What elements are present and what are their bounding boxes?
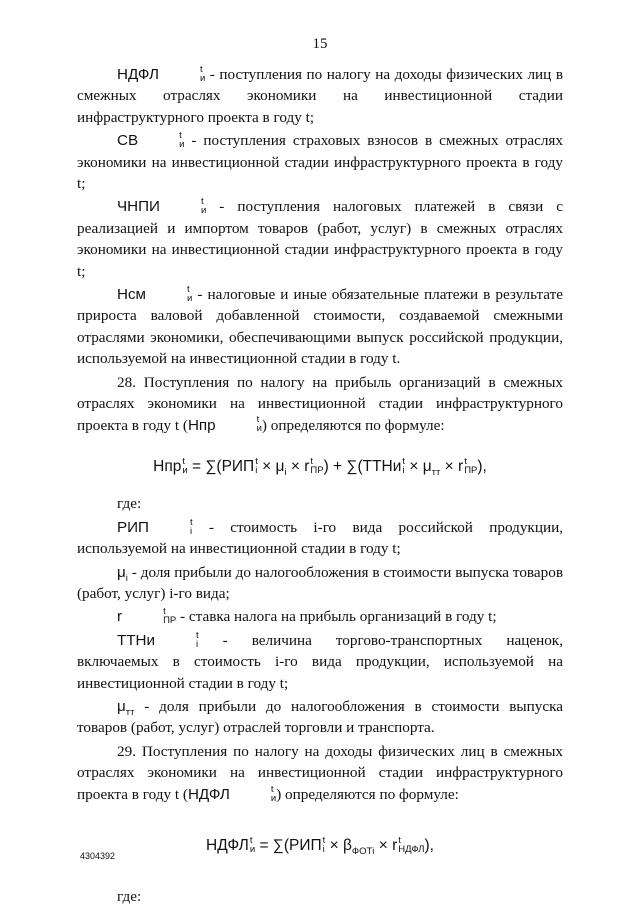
definition-text: - доля прибыли до налогообложения в стоимости выпуска товаров (работ, услуг) i-го вида; (77, 563, 563, 602)
document-code: 4304392 (80, 851, 116, 861)
term-symbol: СВ t и (117, 130, 185, 151)
definition-text: - налоговые и иные обязательные платежи в результате прироста валовой добавленной стоимости, создаваемой смежными отраслями экономики, обеспечивающими выпуск российской продукции, используемой на инвестиционной стадии в году t. (77, 286, 563, 368)
where-label: где: (117, 888, 142, 906)
definition-mu-tt (77, 696, 563, 739)
definition-text: - доля прибыли до налогообложения в стоимости выпуска товаров (работ, услуг) отраслей торговли и транспорта. (77, 697, 563, 737)
definition-sv (77, 130, 563, 194)
document-body (77, 64, 563, 908)
definition-text: - ставка налога на прибыль организаций в году t; (176, 608, 497, 626)
definition-chnpi (77, 196, 563, 282)
definition-text: - стоимость i-го вида российской продукции, используемой на инвестиционной стадии в году t; (77, 518, 563, 558)
formula-profit-tax: Нпр t и = ∑(РИП t i × $\mu_i \times r$ t ПР ) + ∑(ТТНи t i × $\mu_{тт} \times r$ t ПР ), (153, 455, 487, 478)
definition-nsm (77, 284, 563, 370)
section-29 (77, 741, 563, 805)
definition-text: - величина торгово-транспортных наценок, включаемых в стоимость i-го вида продукции, используемой на инвестиционной стадии в году t; (77, 631, 563, 692)
term-symbol: ТТНи t i (117, 629, 199, 650)
term-symbol: Нпр t и (187, 414, 262, 435)
definition-mu-i (77, 562, 563, 605)
term-symbol: r t ПР (117, 606, 177, 627)
definition-text: - поступления страховых взносов в смежных отраслях экономики на инвестиционной стадии инфраструктурного проекта в году t; (77, 132, 563, 193)
term-symbol: НДФЛ t и (117, 63, 206, 84)
section-28 (77, 372, 563, 436)
term-symbol: $\mu_i$ (117, 563, 128, 584)
where-label: где: (117, 495, 142, 513)
section-text: 29. Поступления по налогу на доходы физических лиц в смежных отраслях экономики на инвестиционной стадии инфраструктурного проекта в году t ( (77, 742, 563, 803)
definition-ttni (77, 630, 563, 694)
definition-rip (77, 517, 563, 560)
definition-text: - поступления по налогу на доходы физических лиц в смежных отраслях экономики на инвестиционной стадии инфраструктурного проекта в году t; (77, 66, 563, 126)
page-number: 15 (312, 36, 328, 52)
definition-ndfl (77, 64, 563, 128)
section-text: ) определяются по формуле: (276, 785, 459, 803)
section-text: ) определяются по формуле: (261, 416, 445, 434)
formula-ndfl: НДФЛ t и = ∑(РИП t i × $\beta_{ФОТi} \times r$ t НДФЛ ), (206, 834, 434, 858)
definition-r-pr (77, 606, 563, 627)
term-symbol: РИП t i (117, 516, 193, 537)
term-symbol: НДФЛ t и (187, 783, 277, 804)
term-symbol: Нсм t и (117, 284, 193, 305)
term-symbol: ЧНПИ t и (117, 196, 207, 217)
term-symbol: $\mu_{тт}$ (117, 697, 135, 718)
section-text: 28. Поступления по налогу на прибыль организаций в смежных отраслях экономики на инвестиционной стадии инфраструктурного проекта в году t ( (77, 373, 563, 434)
definition-text: - поступления налоговых платежей в связи с реализацией и импортом товаров (работ, услуг) в смежных отраслях экономики на инвестиционной стадии инфраструктурного проекта в году t; (77, 198, 563, 280)
